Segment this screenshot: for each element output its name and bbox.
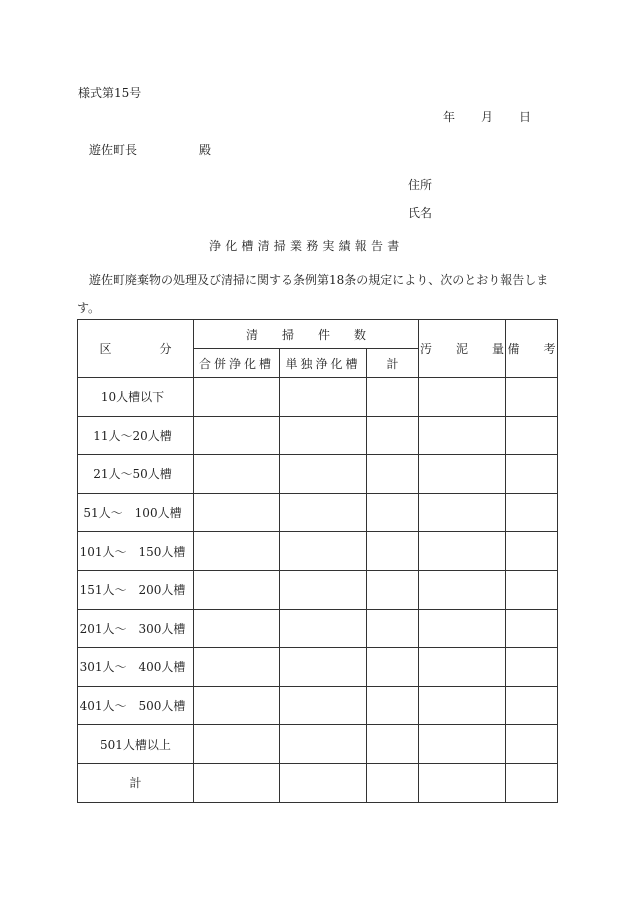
cell-remarks[interactable]	[506, 725, 558, 764]
cell-single[interactable]	[280, 455, 367, 494]
body-text: 遊佐町廃棄物の処理及び清掃に関する条例第18条の規定により、次のとおり報告します。	[77, 273, 549, 315]
cell-combined[interactable]	[194, 532, 280, 571]
cell-sludge[interactable]	[419, 725, 506, 764]
cell-remarks[interactable]	[506, 416, 558, 455]
cell-subtotal[interactable]	[367, 570, 419, 609]
cell-single[interactable]	[280, 609, 367, 648]
cell-single[interactable]	[280, 416, 367, 455]
cell-sludge[interactable]	[419, 532, 506, 571]
cell-single[interactable]	[280, 648, 367, 687]
row-label: 201人～ 300人槽	[78, 609, 194, 648]
date-month: 月	[481, 110, 494, 124]
date-year: 年	[443, 110, 456, 124]
cell-subtotal[interactable]	[367, 763, 419, 802]
addressee-name: 遊佐町長	[89, 143, 138, 157]
cell-combined[interactable]	[194, 648, 280, 687]
header-cleaning-count: 清 掃 件 数	[194, 320, 419, 349]
cell-remarks[interactable]	[506, 609, 558, 648]
header-remarks: 備 考	[506, 320, 558, 378]
row-label: 151人～ 200人槽	[78, 570, 194, 609]
cell-single[interactable]	[280, 532, 367, 571]
date-line	[443, 108, 531, 125]
header-combined: 合併浄化槽	[194, 349, 280, 378]
header-category: 区 分	[78, 320, 194, 378]
cell-single[interactable]	[280, 378, 367, 417]
cell-combined[interactable]	[194, 493, 280, 532]
cell-combined[interactable]	[194, 763, 280, 802]
cell-single[interactable]	[280, 686, 367, 725]
document-title: 浄化槽清掃業務実績報告書	[209, 239, 404, 253]
address-label: 住所	[408, 178, 433, 192]
cell-sludge[interactable]	[419, 763, 506, 802]
date-day: 日	[519, 110, 532, 124]
table-row	[78, 725, 558, 764]
cell-sludge[interactable]	[419, 378, 506, 417]
row-label: 301人～ 400人槽	[78, 648, 194, 687]
cell-sludge[interactable]	[419, 455, 506, 494]
row-label: 501人槽以上	[78, 725, 194, 764]
cell-remarks[interactable]	[506, 648, 558, 687]
cell-combined[interactable]	[194, 416, 280, 455]
header-subtotal: 計	[367, 349, 419, 378]
cell-subtotal[interactable]	[367, 493, 419, 532]
row-label: 21人～50人槽	[78, 455, 194, 494]
table-row	[78, 686, 558, 725]
cell-subtotal[interactable]	[367, 648, 419, 687]
header-single: 単独浄化槽	[280, 349, 367, 378]
cell-subtotal[interactable]	[367, 416, 419, 455]
table-row-total	[78, 763, 558, 802]
cell-subtotal[interactable]	[367, 378, 419, 417]
cell-remarks[interactable]	[506, 532, 558, 571]
row-label: 401人～ 500人槽	[78, 686, 194, 725]
cell-sludge[interactable]	[419, 493, 506, 532]
cell-remarks[interactable]	[506, 570, 558, 609]
table-row	[78, 416, 558, 455]
form-number: 様式第15号	[78, 86, 142, 100]
row-label: 11人～20人槽	[78, 416, 194, 455]
cell-sludge[interactable]	[419, 686, 506, 725]
cell-sludge[interactable]	[419, 648, 506, 687]
cell-combined[interactable]	[194, 378, 280, 417]
table-row	[78, 455, 558, 494]
cell-subtotal[interactable]	[367, 532, 419, 571]
row-label-total: 計	[78, 763, 194, 802]
cell-subtotal[interactable]	[367, 686, 419, 725]
cell-sludge[interactable]	[419, 609, 506, 648]
cell-subtotal[interactable]	[367, 725, 419, 764]
cell-combined[interactable]	[194, 725, 280, 764]
cell-combined[interactable]	[194, 609, 280, 648]
addressee	[89, 141, 211, 158]
table-row	[78, 570, 558, 609]
cell-sludge[interactable]	[419, 570, 506, 609]
table-row	[78, 493, 558, 532]
row-label: 101人～ 150人槽	[78, 532, 194, 571]
cell-remarks[interactable]	[506, 455, 558, 494]
cell-single[interactable]	[280, 763, 367, 802]
report-table	[77, 319, 558, 803]
table-row	[78, 532, 558, 571]
header-sludge: 汚 泥 量	[419, 320, 506, 378]
cell-subtotal[interactable]	[367, 609, 419, 648]
row-label: 10人槽以下	[78, 378, 194, 417]
cell-remarks[interactable]	[506, 686, 558, 725]
cell-subtotal[interactable]	[367, 455, 419, 494]
cell-single[interactable]	[280, 570, 367, 609]
cell-remarks[interactable]	[506, 763, 558, 802]
table-row	[78, 648, 558, 687]
cell-remarks[interactable]	[506, 493, 558, 532]
cell-remarks[interactable]	[506, 378, 558, 417]
cell-sludge[interactable]	[419, 416, 506, 455]
row-label: 51人～ 100人槽	[78, 493, 194, 532]
table-row	[78, 378, 558, 417]
cell-combined[interactable]	[194, 455, 280, 494]
cell-combined[interactable]	[194, 570, 280, 609]
table-row	[78, 609, 558, 648]
name-label: 氏名	[408, 206, 433, 220]
addressee-honorific: 殿	[199, 143, 212, 157]
cell-single[interactable]	[280, 725, 367, 764]
cell-single[interactable]	[280, 493, 367, 532]
cell-combined[interactable]	[194, 686, 280, 725]
